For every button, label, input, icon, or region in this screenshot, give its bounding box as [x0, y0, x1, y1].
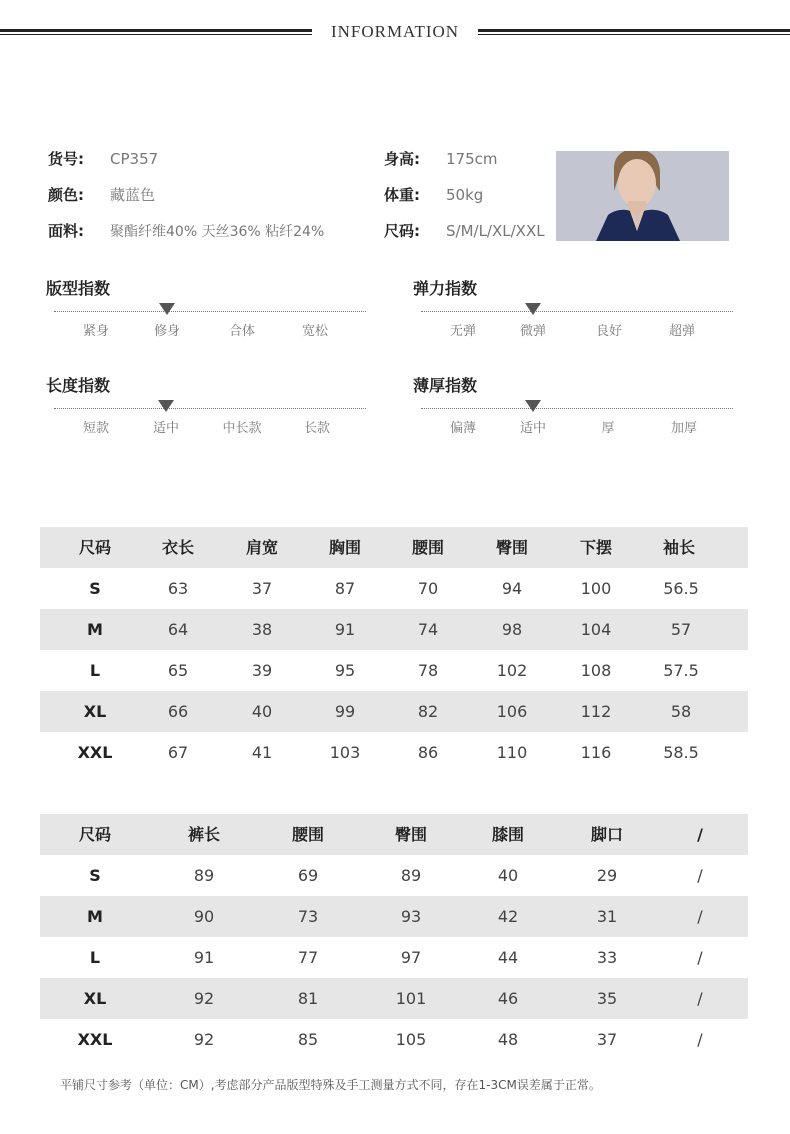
index-dotted-line [421, 408, 733, 409]
index-option: 宽松 [301, 324, 329, 339]
section-title: INFORMATION [330, 22, 460, 41]
table-cell: 99 [334, 702, 356, 721]
header-rule-right [478, 29, 790, 35]
table-cell: 42 [497, 907, 519, 926]
table-header-cell: 袖长 [662, 538, 696, 557]
selected-marker-icon [525, 303, 541, 315]
index-option: 合体 [228, 324, 256, 339]
table-cell-size: S [89, 579, 101, 598]
index-title: 弹力指数 [413, 279, 478, 298]
table-cell: 98 [501, 620, 523, 639]
table-cell: 41 [251, 743, 273, 762]
index-option-selected: 适中 [519, 421, 547, 436]
table-cell: 95 [334, 661, 356, 680]
table-cell: 70 [417, 579, 439, 598]
table-cell: 103 [329, 743, 361, 762]
model-photo [556, 151, 729, 241]
table-header-cell: 臀围 [394, 825, 428, 844]
index-title: 长度指数 [46, 376, 111, 395]
info-value: 聚酯纤维40% 天丝36% 粘纤24% [110, 224, 325, 240]
table-header-row [40, 814, 748, 855]
index-option: 紧身 [82, 324, 110, 339]
table-header-cell: 尺码 [78, 538, 112, 557]
table-cell: 40 [251, 702, 273, 721]
index-option: 加厚 [670, 421, 698, 436]
info-label: 尺码: [384, 222, 420, 240]
table-row [40, 609, 748, 650]
table-cell: 67 [167, 743, 189, 762]
table-cell-size: S [89, 866, 101, 885]
index-elastic [413, 276, 733, 356]
table-cell: 77 [297, 948, 319, 967]
index-length [46, 373, 366, 453]
table-cell: 58 [670, 702, 692, 721]
index-title: 版型指数 [46, 279, 111, 298]
table-row [40, 1019, 748, 1060]
table-cell: 93 [400, 907, 422, 926]
table-cell: 100 [580, 579, 612, 598]
table-cell: 92 [193, 989, 215, 1008]
table-header-cell: 脚口 [590, 825, 624, 844]
table-row [40, 978, 748, 1019]
info-color [48, 184, 155, 206]
table-cell: 66 [167, 702, 189, 721]
table-cell: 39 [251, 661, 273, 680]
section-header [0, 22, 790, 42]
table-cell: 57 [670, 620, 692, 639]
table-header-cell: 裤长 [187, 825, 221, 844]
table-header-row [40, 527, 748, 568]
table-cell: 40 [497, 866, 519, 885]
table-header-cell: 肩宽 [245, 538, 279, 557]
table-cell: 89 [400, 866, 422, 885]
table-cell: 38 [251, 620, 273, 639]
table-cell: 102 [496, 661, 528, 680]
index-option: 偏薄 [449, 421, 477, 436]
table-row [40, 650, 748, 691]
table-cell: 31 [596, 907, 618, 926]
table-cell: 73 [297, 907, 319, 926]
index-option: 短款 [82, 421, 110, 436]
table-cell: 86 [417, 743, 439, 762]
table-cell: 97 [400, 948, 422, 967]
table-cell: 116 [580, 743, 612, 762]
table-header-cell: 腰围 [291, 825, 325, 844]
table-cell: 94 [501, 579, 523, 598]
info-label: 体重: [384, 186, 420, 204]
table-cell: 37 [596, 1030, 618, 1049]
table-cell: 29 [596, 866, 618, 885]
table-cell: 108 [580, 661, 612, 680]
index-option-selected: 微弹 [519, 324, 547, 339]
model-photo-illustration [556, 151, 729, 241]
table-cell: 33 [596, 948, 618, 967]
index-option: 超弹 [668, 324, 696, 339]
table-cell: 110 [496, 743, 528, 762]
table-row [40, 568, 748, 609]
info-label: 颜色: [48, 186, 84, 204]
table-header-cell: / [697, 825, 703, 844]
index-option: 中长款 [222, 421, 262, 436]
table-header-cell: 腰围 [411, 538, 445, 557]
index-thickness [413, 373, 733, 453]
index-option: 无弹 [449, 324, 477, 339]
info-value: CP357 [110, 150, 159, 168]
info-item-no [48, 148, 158, 170]
table-cell-size: L [89, 948, 101, 967]
table-cell-size: XXL [77, 1030, 113, 1049]
index-dotted-line [421, 311, 733, 312]
info-weight [384, 184, 483, 206]
table-cell-size: M [87, 620, 103, 639]
table-cell: 81 [297, 989, 319, 1008]
table-cell: 89 [193, 866, 215, 885]
index-option: 厚 [601, 421, 615, 436]
table-cell: 87 [334, 579, 356, 598]
info-fabric [48, 220, 324, 242]
table-row [40, 855, 748, 896]
table-header-cell: 尺码 [78, 825, 112, 844]
table-cell: 91 [193, 948, 215, 967]
table-cell: 105 [395, 1030, 427, 1049]
table-cell: 58.5 [663, 743, 699, 762]
table-row [40, 937, 748, 978]
measurement-note: 平铺尺寸参考（单位：CM）,考虑部分产品版型特殊及手工测量方式不同，存在1-3CM误差属于正常。 [60, 1078, 601, 1092]
table-cell: 104 [580, 620, 612, 639]
table-cell: / [697, 866, 703, 885]
info-label: 货号: [48, 150, 84, 168]
info-size [384, 220, 545, 242]
table-cell: / [697, 989, 703, 1008]
table-cell: 101 [395, 989, 427, 1008]
info-value: 50kg [446, 186, 484, 204]
info-value: 175cm [446, 150, 498, 168]
info-value: 藏蓝色 [110, 186, 156, 204]
table-header-cell: 臀围 [495, 538, 529, 557]
table-cell: 91 [334, 620, 356, 639]
table-cell: 78 [417, 661, 439, 680]
top-size-table [40, 527, 748, 773]
index-option-selected: 修身 [153, 324, 181, 339]
table-cell: / [697, 948, 703, 967]
selected-marker-icon [158, 400, 174, 412]
info-value: S/M/L/XL/XXL [446, 222, 545, 240]
index-option: 长款 [303, 421, 331, 436]
selected-marker-icon [159, 303, 175, 315]
bottom-size-table [40, 814, 748, 1060]
selected-marker-icon [525, 400, 541, 412]
info-label: 面料: [48, 222, 84, 240]
table-cell: / [697, 1030, 703, 1049]
table-header-cell: 下摆 [579, 538, 613, 557]
table-cell: 63 [167, 579, 189, 598]
index-option-selected: 适中 [152, 421, 180, 436]
table-cell: 106 [496, 702, 528, 721]
index-option: 良好 [595, 324, 623, 339]
table-row [40, 691, 748, 732]
table-cell: 69 [297, 866, 319, 885]
table-cell-size: XXL [77, 743, 113, 762]
table-cell: 44 [497, 948, 519, 967]
table-cell: 85 [297, 1030, 319, 1049]
table-cell-size: M [87, 907, 103, 926]
table-row [40, 732, 748, 773]
table-header-cell: 衣长 [161, 538, 195, 557]
info-height [384, 148, 498, 170]
table-cell: 82 [417, 702, 439, 721]
index-dotted-line [54, 408, 366, 409]
table-cell: 74 [417, 620, 439, 639]
table-cell: 112 [580, 702, 612, 721]
table-cell: / [697, 907, 703, 926]
table-row [40, 896, 748, 937]
index-dotted-line [54, 311, 366, 312]
table-cell-size: XL [83, 989, 107, 1008]
table-cell: 64 [167, 620, 189, 639]
table-cell: 90 [193, 907, 215, 926]
table-cell-size: L [89, 661, 101, 680]
table-cell: 56.5 [663, 579, 699, 598]
table-header-cell: 膝围 [491, 825, 525, 844]
header-rule-left [0, 29, 312, 35]
table-cell: 35 [596, 989, 618, 1008]
info-label: 身高: [384, 150, 420, 168]
table-cell: 46 [497, 989, 519, 1008]
table-cell: 92 [193, 1030, 215, 1049]
table-cell: 48 [497, 1030, 519, 1049]
table-cell: 65 [167, 661, 189, 680]
table-cell-size: XL [83, 702, 107, 721]
table-header-cell: 胸围 [328, 538, 362, 557]
table-cell: 37 [251, 579, 273, 598]
index-fit [46, 276, 366, 356]
index-title: 薄厚指数 [413, 376, 478, 395]
table-cell: 57.5 [663, 661, 699, 680]
